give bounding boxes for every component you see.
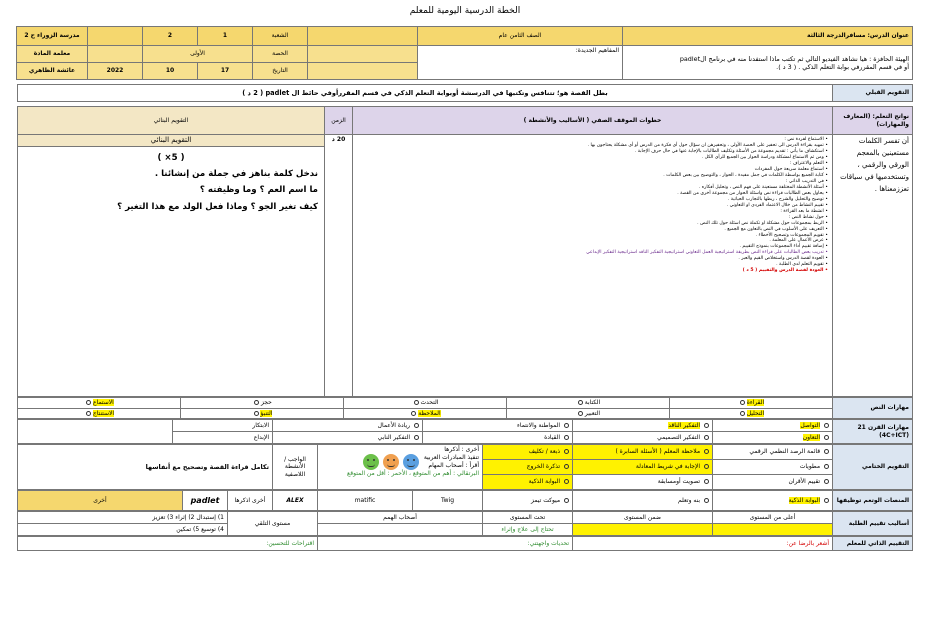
skill21-creativity: الإبداع [173,432,273,444]
question-3: كيف تغير الجو ؟ وماذا فعل الولد مع هذا التغير ؟ [117,201,318,212]
method-radio[interactable] [564,464,569,469]
skill-analysis: التحليل [746,409,765,417]
skill-radio[interactable] [254,400,259,405]
date-label: التاريخ [253,63,308,80]
differentiation-label: أساليب تقييم الطلبة [833,512,913,536]
reflection-table [17,536,913,551]
steps-header: خطوات الموقف الصفي ( الأساليب والأنشطة ) [353,107,833,135]
skill-radio[interactable] [86,400,91,405]
method-radio[interactable] [704,449,709,454]
step-item: • يحاول بعض الطالبات قراءة نص واسئلة الحوار من مجموعة أخرى من القصة . [357,191,828,197]
period-label: الحصة [253,46,308,63]
skill-radio[interactable] [86,411,91,416]
step-item: • التعريف على الأسلوب في النص بالتعاون مع الجميع . [357,227,828,233]
platform-smart-portal: البوابة الذكية [788,496,821,504]
skill-research: حجز [261,399,272,406]
platform-alex: ALEX [273,491,318,511]
section-1: 1 [198,27,253,46]
outcomes-header: نواتج التعلم: (المعارف والمهارات) [833,107,913,135]
method-radio[interactable] [824,464,829,469]
method-rubric: قائمة الرصد النظمي الرقمي [749,448,821,456]
homework-label: الواجب / الأنشطة اللاصفية [273,445,318,490]
level-within: ضمن المستوى [573,512,713,524]
platform-other-label: أخرى [18,491,183,511]
platform-radio[interactable] [704,498,709,503]
step-item: • العودة لقصة الدرس واستخلاص القيم والعبر . [357,256,828,262]
platform-build: بنه وتعلم [678,496,701,504]
warmup-text: الهيئة الحافزة : هيا نشاهد الفيديو التالي ثم تكتب ماذا استفدنا منه في برنامج الpadlet [679,54,909,63]
method-vote: تصويت أومسابقة [657,478,701,486]
skill21-design: التفكير التصميمي [657,433,701,441]
step-item: • تقويم التعلم لدي الطلبة . [357,262,828,268]
steps-list [353,135,832,276]
skill21-radio[interactable] [704,423,709,428]
smiley-orange-icon [383,454,399,470]
date-day: 17 [198,63,253,80]
skill21-radio[interactable] [564,435,569,440]
smiley-green-icon [363,454,379,470]
date-month: 10 [143,63,198,80]
method-peer: تقييم الأقران [788,478,821,486]
assessment-methods-table [17,444,913,490]
platforms-label: المنصات الوتعم توظيفها [833,491,913,511]
other-method-b: أقرأ : أصحاب المهام [428,461,479,469]
smiley-blue-icon [403,454,419,470]
skill-inference: الاستنتاج [92,409,115,417]
method-teacher-observation: ملاحظة المعلم ( الأسئلة السابرة ) [615,448,701,456]
skills-label: مهارات النص [833,398,913,419]
method-smart-portal: البوابة الذكية [528,478,561,486]
step-item: • الاستماع لفردة نص : [357,137,828,143]
skill21-innovation: الابتكار [173,420,273,432]
skill-radio[interactable] [411,411,416,416]
level-below: تحت المستوى [483,512,573,524]
skill-expression: التعبير [584,409,601,417]
section-2: 2 [143,27,198,46]
skill21-radio[interactable] [704,435,709,440]
method-radio[interactable] [824,479,829,484]
reflection-good: أشعر بالرضا عن: [573,537,833,551]
pre-assessment-text: بطل القصة هو؛ تتنافس وتكتبها في الدرسشة أوبوابة التعلم الذكي في قسم المقررأوفي حائط ال padlet ( 2 د ) [18,85,833,102]
lesson-plan-document [17,26,913,551]
skill21-radio[interactable] [824,423,829,428]
skills-table [17,397,913,419]
method-foldables: مطويات [799,463,821,471]
step-item: • الربط بمجموعات حول مشكلة او تكملة نص اسئلة حول تلك النص . [357,221,828,227]
skill21-radio[interactable] [824,435,829,440]
step-item: • إضافة تقييم أداء المجموعات بنموذج التقييم . [357,244,828,250]
skill-radio[interactable] [740,400,745,405]
period-value: الأولى [143,46,253,63]
skill21-critical: التفكير الناقد [668,421,701,429]
homework-text: تكامل قراءة القصة وتصحيح مع أنفاسها [18,445,273,490]
time-value: 20 د [325,135,353,397]
method-radio[interactable] [824,449,829,454]
skill-radio[interactable] [578,411,583,416]
method-radio[interactable] [564,479,569,484]
level-special: أصحاب الهمم [318,512,483,524]
skill21-collaboration: التعاون [802,433,821,441]
step-item: • توضيح والتحليل والشرح ، ربطها بالتجارب الحياتية . [357,197,828,203]
question-1: ندخل كلمة بناهز في جملة من إنشائنا . [154,169,318,180]
step-item: • عرض الأعمال على المعلمة . [357,238,828,244]
header-table [16,26,913,80]
platform-matific: matific [318,491,413,511]
step-item: • في التدريب الذاتي : [357,179,828,185]
question-2: ما اسم العم ؟ وما وظيفته ؟ [199,185,318,196]
skill-prediction: التنبؤ [260,409,273,417]
skill-reading: القراءة [746,399,765,406]
other-method-a: تنفيذ المبادرات العربية [423,454,479,461]
question-score: ( 5× ) [157,152,185,163]
step-link: • تدريب بعض الطالبات على قراءة النص بطريقة استراتيجية العمل التعاوني استراتيجية التفكير الناقد استراتيجية التفكير الإبداعي [357,250,828,256]
differentiation-table [17,511,913,536]
school-name: مدرسة الزوراء ح 2 [17,27,88,46]
pre-assessment-table [17,84,913,102]
method-strip: الإجابة في شريط المعادلة [635,463,701,471]
other-methods-title: أخرى : أذكرها [444,446,479,453]
option-replace[interactable]: 1) إستبدال [196,513,224,521]
platform-radio[interactable] [824,498,829,503]
method-radio[interactable] [704,479,709,484]
platform-other: أخرى اذكرها [228,491,273,511]
skills21-label: مهارات القرن 21 (4C+ICT) [833,420,913,444]
skill21-citizenship: المواطنة والانتماء [517,421,561,429]
skill-listening: الاستماع [93,399,114,406]
formative-inner-title: التقويم البنائي [18,135,324,147]
formative-header: التقويم البنائي [18,107,325,135]
step-item: • حول نشاط النص : [357,215,828,221]
teacher-name: عائشة الظاهري [17,63,88,80]
activity-remedial: تحتاج إلى علاج وإثراء [483,524,573,536]
platforms-table [17,490,913,511]
step-item: • تقييم النشاط من خلال الاعتماد الفردي او التعاوني . [357,203,828,209]
option-enable[interactable]: 5) تمكين [176,525,200,533]
reflection-challenges: تحديات واجهتني: [318,537,573,551]
section-label: الشعبة [253,27,308,46]
outcomes-text: أن تفسر الكلمات مستعينين بالمعجم الورقي والرقمي ، وتستخدميها في سياقات تعززمعناها . [833,135,913,397]
lesson-title: عنوان الدرس: مسافرالدرجة الثالثة [623,27,913,46]
step-item: • أسئلة الأنشطة المختلفة مستعينة على فهم النص ، وتحليل أفكاره . [357,185,828,191]
step-item: • تقويم المجموعات وتصحيح الأخطاء . [357,233,828,239]
skill21-entrepreneurship: ريادة الأعمال [377,421,411,429]
warmup-text-2: أو في قسم المقررفي بوابة التعلم الذكي . ( 3 د ). [776,62,909,71]
step-item: • استماع معلمة سريعة حول المفردات [357,167,828,173]
page-title: الخطة الدرسية اليومية للمعلم [409,6,521,16]
method-radio[interactable] [704,464,709,469]
date-year: 2022 [88,63,143,80]
other-method-c: البرتقالي : أهم من المتوقع ، الأحمر : أقل من المتوقع [347,469,479,477]
option-enrich[interactable]: 2) إثراء [175,513,195,521]
platform-radio[interactable] [564,498,569,503]
method-radio[interactable] [564,449,569,454]
step-item: • كتابة الجميع بواسطة الكلمات في جمل مفيدة ، الحوار ، والتوضيح بين بعض الكلمات . [357,173,828,179]
platform-twig: Twig [413,491,483,511]
step-item: • ومن ثم الاستماع لمشكلة ودراسة الحوار بين الجميع للرأي الكل . [357,155,828,161]
step-item: • تمهيد بقراءة الدرس الى تحفيز على الحصة الأولى ، وتحفيزهن ان سؤال حول أي فكرة من الدرس أو أي مشكلة يحتاجون بها . [357,143,828,149]
main-lesson-table [17,106,913,397]
level-above: أعلى من المستوى [713,512,833,524]
skill21-leadership: القيادة [544,433,561,441]
skill-radio[interactable] [578,400,583,405]
platform-teams: ميوكت تيمز [531,496,561,504]
skill-observation: الملاحظة [418,409,441,417]
skill-radio[interactable] [414,400,419,405]
method-assignment: ذبعة / تكليف [528,448,561,456]
skill21-growth: التفكير النابي [377,433,411,441]
new-concepts: المفاهيم الجديدة: [418,46,623,80]
step-last: • العودة لقصة الدرس والتقييم ( 5 د ) [357,268,828,274]
skill21-radio[interactable] [414,435,419,440]
skills21-table [17,419,913,444]
pre-assessment-label: التقويم القبلي [833,85,913,102]
step-item: • انشطة ما بعد القراءة : [357,209,828,215]
time-header: الزمن [325,107,353,135]
option-reinforce[interactable]: 3) تعزيز [152,513,174,521]
skill21-communication: التواصل [800,421,821,429]
reflection-suggestions: اقتراحات للتحسين: [18,537,318,551]
reflection-label: التقييم الذاتي للمعلم [833,537,913,551]
skill21-radio[interactable] [414,423,419,428]
option-expand[interactable]: 4) توسيع [201,525,224,533]
method-exit-ticket: تذكرة الخروج [526,463,561,471]
skill-speaking: التحدث [420,399,439,406]
subject-teacher-label: معلمة المادة [17,46,88,63]
step-item: • استكشاف ما يأتي : تقديم مجموعة من الأسئلة وتكليف الطالبات بالإجابة عنها في حال حرف الإجابة . [357,149,828,155]
skill-radio[interactable] [740,411,745,416]
skill21-radio[interactable] [564,423,569,428]
grade-cell: الصف الثامن عام [418,27,623,46]
platform-padlet: padlet [183,491,228,511]
skill-radio[interactable] [254,411,259,416]
method-label: مستوى التلقي [228,512,318,536]
assessment-label: التقويم الختامي [833,445,913,490]
step-item: • التعلم والاعتراف : [357,161,828,167]
skill-writing: الكتابة [584,399,601,406]
